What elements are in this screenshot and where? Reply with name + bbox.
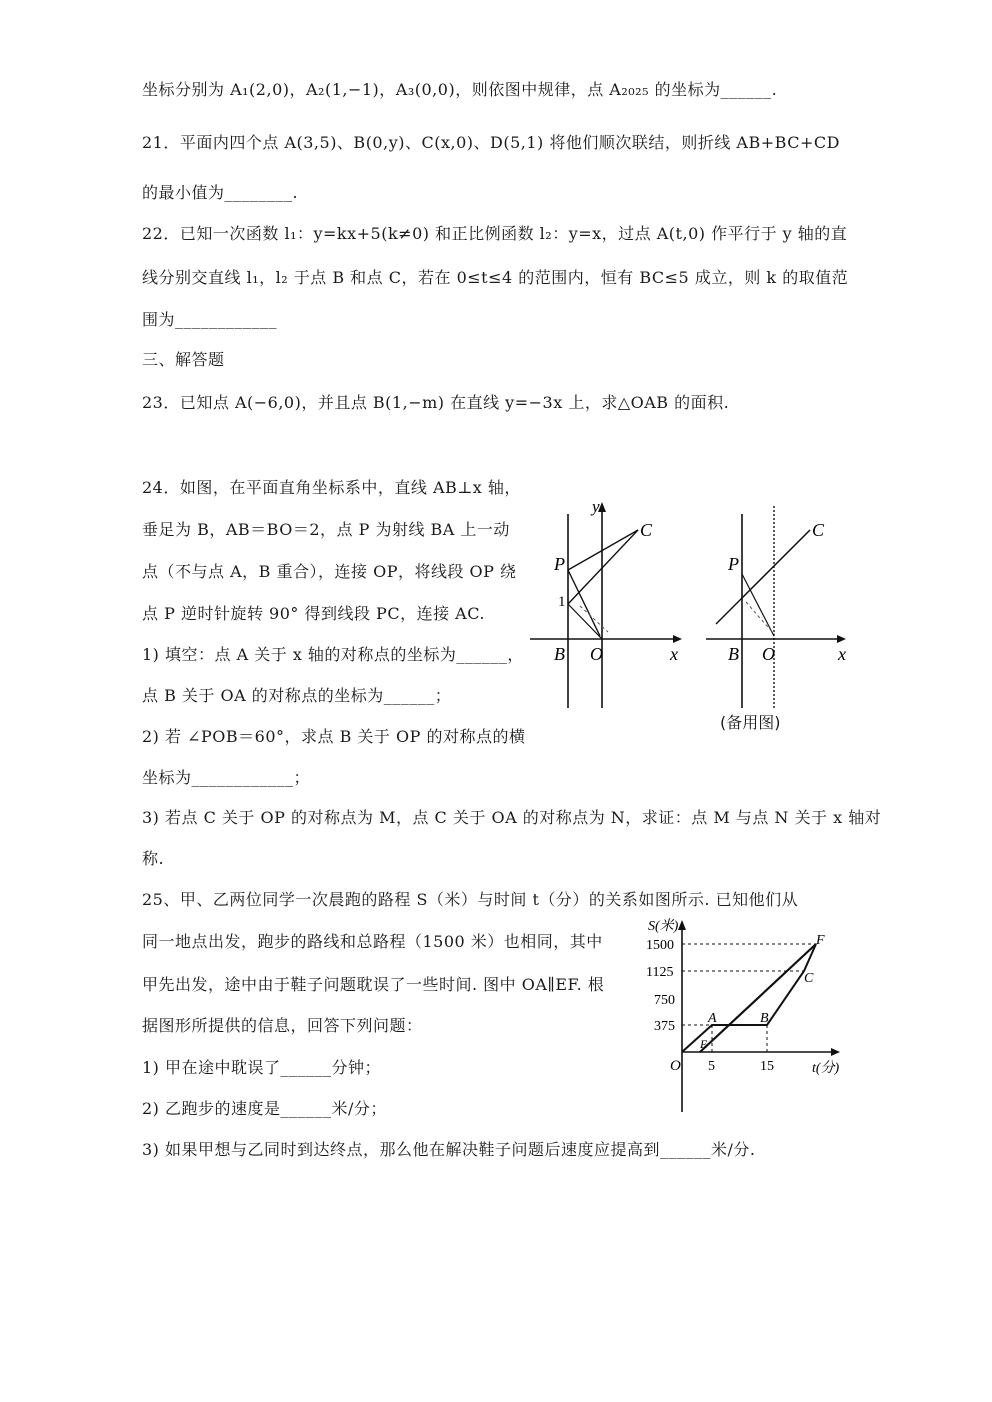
label-t-axis: t(分) [812,1061,840,1076]
label-p: P [554,554,565,574]
xtick-5: 5 [708,1059,715,1074]
line-q22-c: 围为____________ [142,310,278,329]
line-q24-e: 1) 填空：点 A 关于 x 轴的对称点的坐标为______， [142,645,524,664]
label-one: 1 [558,594,566,610]
line-q25-f: 2) 乙跑步的速度是______米/分； [142,1099,387,1118]
line-q21-a: 21．平面内四个点 A(3,5)、B(0,y)、C(x,0)、D(5,1) 将他们顺次联结，则折线 AB+BC+CD [142,133,840,152]
figure-q25-svg [640,912,852,1130]
line-q24-g: 2) 若 ∠POB＝60°，求点 B 关于 OP 的对称点的横 [142,727,526,746]
line-q22-b: 线分别交直线 l₁，l₂ 于点 B 和点 C，若在 0≤t≤4 的范围内，恒有 BC≤5 成立，则 k 的取值范 [142,268,849,287]
x-axis-arrow [837,635,846,643]
figure-q24-backup [702,494,862,716]
label-b: B [554,644,565,664]
line-q25-d: 据图形所提供的信息，回答下列问题： [142,1016,423,1035]
dashed-aux [580,606,608,632]
line-q23: 23．已知点 A(−6,0)，并且点 B(1,−m) 在直线 y=−3x 上，求△OAB 的面积. [142,393,730,412]
label-c: C [812,520,825,540]
figure-q25-graph [640,912,852,1130]
line-q21-b: 的最小值为________. [142,183,299,202]
label-s-axis: S(米) [648,919,679,934]
line-q25-g: 3) 如果甲想与乙同时到达终点，那么他在解决鞋子问题后速度应提高到______米/分. [142,1140,756,1159]
label-p: P [728,554,739,574]
line-q24-a: 24．如图，在平面直角坐标系中，直线 AB⊥x 轴， [142,478,521,497]
line-q24-i: 3) 若点 C 关于 OP 的对称点为 M，点 C 关于 OA 的对称点为 N，求证：点 M 与点 N 关于 x 轴对 [142,808,882,827]
line-q24-j: 称. [142,849,165,868]
label-x: x [838,644,846,664]
segment-op [568,570,600,636]
segment-op [742,574,774,636]
runner-yi-path [700,944,816,1052]
line-q22-a: 22．已知一次函数 l₁：y=kx+5(k≠0) 和正比例函数 l₂：y=x，过点 A(t,0) 作平行于 y 轴的直 [142,224,848,243]
s-axis-arrow [678,920,686,930]
label-o: O [762,644,775,664]
label-y: y [592,497,600,516]
label-x: x [670,644,678,664]
figure-q24-backup-svg [702,494,862,716]
label-c: C [804,971,814,986]
label-b: B [728,644,739,664]
t-axis-arrow [831,1048,840,1056]
label-f: F [816,933,825,948]
section-heading: 三、解答题 [142,350,225,369]
line-q24-c: 点（不与点 A，B 重合），连接 OP，将线段 OP 绕 [142,562,517,581]
segment-ac [742,530,810,598]
line-q24-h: 坐标为____________； [142,768,311,787]
ytick-1125: 1125 [646,965,674,980]
ytick-375: 375 [654,1019,675,1034]
backup-figure-caption: (备用图) [720,713,781,732]
line-q25-a: 25、甲、乙两位同学一次晨跑的路程 S（米）与时间 t（分）的关系如图所示. 已知他们从 [142,890,799,909]
line-q25-e: 1) 甲在途中耽误了______分钟； [142,1058,382,1077]
label-a: A [708,1011,717,1026]
line-q20-coords: 坐标分别为 A₁(2,0)，A₂(1,−1)，A₃(0,0)，则依图中规律，点 A₂₀₂₅ 的坐标为______. [142,80,778,99]
label-e: E [700,1037,708,1051]
label-origin: O [670,1058,681,1074]
figure-q24-main [528,494,698,716]
figure-q24-main-svg [528,494,698,716]
label-c: C [640,520,653,540]
runner-jia-path [682,944,816,1052]
line-q24-d: 点 P 逆时针旋转 90° 得到线段 PC，连接 AC. [142,604,485,623]
xtick-15: 15 [760,1059,774,1074]
line-q24-f: 点 B 关于 OA 的对称点的坐标为______； [142,686,452,705]
line-q24-b: 垂足为 B，AB＝BO＝2，点 P 为射线 BA 上一动 [142,520,510,539]
x-axis-arrow [673,635,682,643]
label-o: O [590,644,603,664]
line-q25-c: 甲先出发，途中由于鞋子问题耽误了一些时间. 图中 OA∥EF. 根 [142,975,605,994]
dashed-aux [746,602,774,634]
segment-ac [568,530,638,604]
ytick-750: 750 [654,993,675,1008]
segment-oa [568,604,602,639]
segment-pc [568,530,638,570]
label-b: B [760,1011,769,1026]
line-q25-b: 同一地点出发，跑步的路线和总路程（1500 米）也相同，其中 [142,932,603,951]
ytick-1500: 1500 [646,938,674,953]
